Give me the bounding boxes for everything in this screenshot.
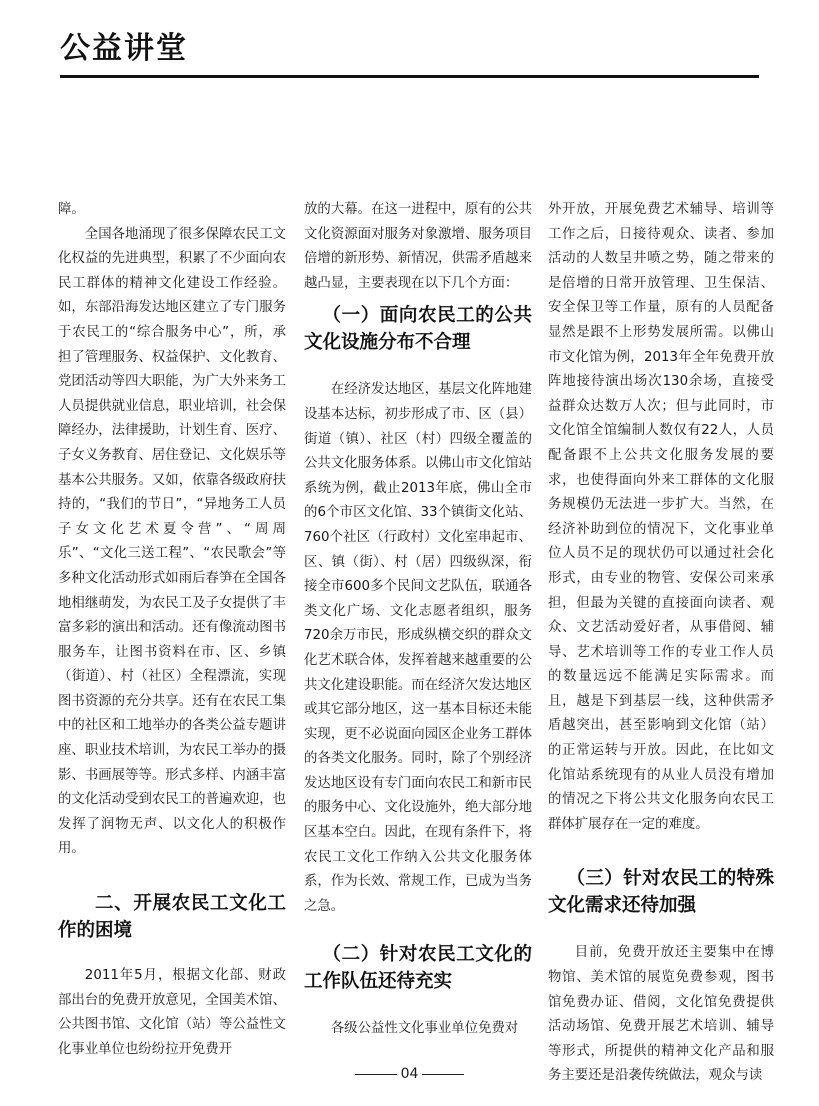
subsection-heading: （二）针对农民工文化的工作队伍还待充实	[304, 944, 532, 993]
paragraph: 2011年5月，根据文化部、财政部出台的免费开放意见，全国美术馆、公共图书馆、文化馆（站）等公益性文化事业单位也纷纷拉开免费开	[58, 968, 286, 1057]
footer-rule-right	[422, 1074, 464, 1075]
page-footer	[0, 1066, 819, 1082]
paragraph: 各级公益性文化事业单位免费对	[330, 1021, 519, 1037]
subsection-heading: （三）针对农民工的特殊文化需求还待加强	[548, 868, 774, 917]
page-section-title: 公益讲堂	[60, 31, 188, 66]
paragraph: 全国各地涌现了很多保障农民工文化权益的先进典型，积累了不少面向农民工群体的精神文化建设工作经验。如，东部沿海发达地区建立了专门服务于农民工的“综合服务中心”，所，承担了管理服务、权益保护、文化教育、党团活动等四大职能，为广大外来务工人员提供就业信息，职业培训，社会保障经办，法律援助，计划生育、医疗、子女义务教育、居住登记、文化娱乐等基本公共服务。又如，依靠各级政府扶持的，“我们的节日”，“异地务工人员子女文化艺术夏令营”、“周周乐”、“文化三送工程”、“农民歌会”等多种文化活动形式如雨后春笋在全国各地相继萌发，为农民工及子女提供了丰富多彩的演出和活动。还有像流动图书服务车，让图书资料在市、区、乡镇（街道）、村（社区）全程漂流，实现图书资源的充分共享。还有在农民工集中的社区和工地举办的各类公益专题讲座、职业技术培训，为农民工举办的摄影、书画展等等。形式多样、内涵丰富的文化活动受到农民工的普遍欢迎，也发挥了润物无声、以文化人的积极作用。	[58, 226, 286, 857]
page-number: 04	[400, 1066, 419, 1082]
section-heading: 二、开展农民工文化工作的困境	[58, 893, 286, 942]
text-column-2	[304, 198, 532, 1042]
paragraph: 放的大幕。在这一进程中，原有的公共文化资源面对服务对象激增、服务项目倍增的新形势、新情况，供需矛盾越来越凸显，主要表现在以下几个方面：	[304, 202, 532, 291]
paragraph: 障。	[58, 202, 85, 217]
paragraph: 外开放，开展免费艺术辅导、培训等工作之后，日接待观众、读者、参加活动的人数呈井喷之势，随之带来的是倍增的日常开放管理、卫生保洁、安全保卫等工作量，原有的人员配备显然是跟不上形势发展所需。以佛山市文化馆为例，2013年全年免费开放阵地接待演出场次130余场，直接受益群众达数万人次；但与此同时，市文化馆全馆编制人数仅有22人，人员配备跟不上公共文化服务发展的要求，也使得面向外来工群体的文化服务规模仍无法进一步扩大。当然，在经济补助到位的情况下，文化事业单位人员不足的现状仍可以通过社会化形式，由专业的物管、安保公司来承担，但最为关键的直接面向读者、观众、文艺活动爱好者，从事借阅、辅导、艺术培训等工作的专业工作人员的数量远远不能满足实际需求。而且，越是下到基层一线，这种供需矛盾越突出，甚至影响到文化馆（站）的正常运转与开放。因此，在比如文化馆站系统现有的从业人员没有增加的情况之下将公共文化服务向农民工群体扩展存在一定的难度。	[548, 202, 774, 832]
paragraph: 在经济发达地区，基层文化阵地建设基本达标，初步形成了市、区（县）街道（镇）、社区（村）四级全覆盖的公共文化服务体系。以佛山市文化馆站系统为例，截止2013年底，佛山全市的6个市区文化馆、33个镇街文化站、760个社区（行政村）文化室串起市、区、镇（街）、村（居）四级纵深，衔接全市600多个民间文艺队伍，联通各类文化广场、文化志愿者组织，服务720余万市民，形成纵横交织的群众文化艺术联合体，发挥着越来越重要的公共文化建设职能。而在经济欠发达地区或其它部分地区，这一基本目标还未能实现，更不必说面向园区企业务工群体的各类文化服务。同时，除了个别经济发达地区设有专门面向农民工和新市民的服务中心、文化设施外，绝大部分地区基本空白。因此，在现有条件下，将农民工文化工作纳入公共文化服务体系，作为长效、常规工作，已成为当务之急。	[304, 382, 532, 914]
paragraph: 目前，免费开放还主要集中在博物馆、美术馆的展览免费参观，图书馆免费办证、借阅，文化馆免费提供活动场馆、免费开展艺术培训、辅导等形式，所提供的精神文化产品和服务主要还是沿袭传统做法，观众与读	[548, 945, 774, 1084]
header-divider	[60, 75, 759, 78]
footer-rule-left	[355, 1074, 397, 1075]
text-column-3	[548, 198, 774, 1089]
text-column-1	[58, 198, 286, 1062]
subsection-heading: （一）面向农民工的公共文化设施分布不合理	[304, 305, 532, 354]
